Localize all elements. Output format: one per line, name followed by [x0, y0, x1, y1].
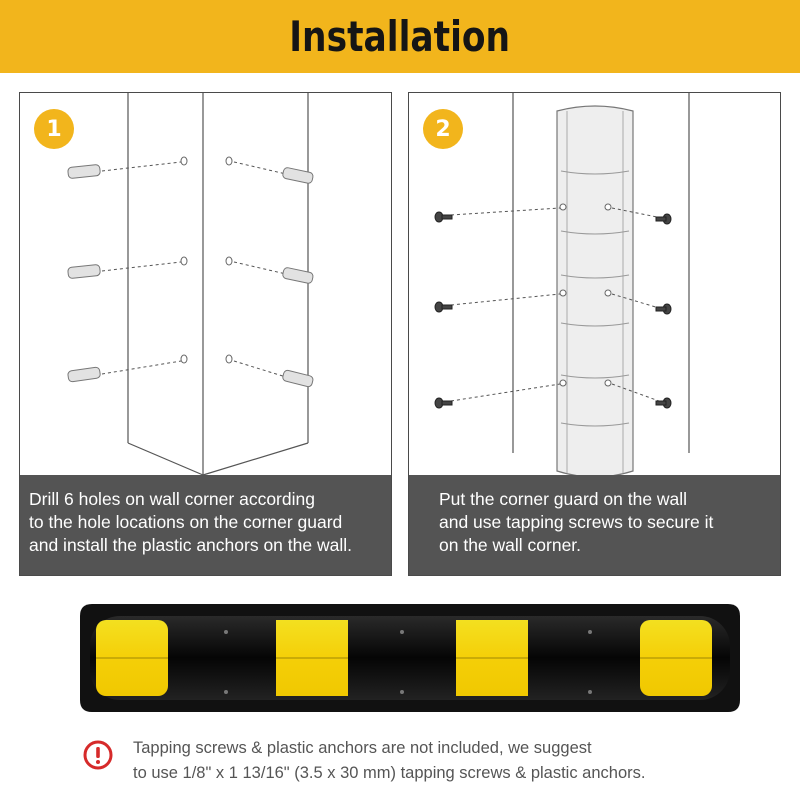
caption-line: Drill 6 holes on wall corner according: [29, 489, 315, 509]
header-banner: [0, 0, 800, 73]
caption-line: and install the plastic anchors on the wall.: [29, 535, 352, 555]
corner-guard-product-image: [80, 602, 740, 714]
note-line: to use 1/8" x 1 13/16" (3.5 x 30 mm) tapping screws & plastic anchors.: [133, 764, 646, 782]
step-1-caption: [20, 475, 391, 575]
wall-corner-drilling-illustration: [20, 93, 392, 477]
step-number-badge: 1: [34, 109, 74, 149]
caption-line: and use tapping screws to secure it: [439, 512, 714, 532]
caption-line: to the hole locations on the corner guard: [29, 512, 343, 532]
step-2-caption: [409, 475, 780, 575]
installation-note: [83, 736, 783, 786]
page-title: Installation: [289, 12, 511, 61]
note-text: [133, 736, 645, 786]
note-line: Tapping screws & plastic anchors are not included, we suggest: [133, 739, 592, 757]
exclamation-circle-icon: [83, 740, 113, 770]
caption-line: Put the corner guard on the wall: [439, 489, 688, 509]
step-1-panel: [19, 92, 392, 576]
step-2-panel: [408, 92, 781, 576]
caption-line: on the wall corner.: [439, 535, 582, 555]
step-number-badge: 2: [423, 109, 463, 149]
guard-mounting-illustration: [409, 93, 781, 477]
